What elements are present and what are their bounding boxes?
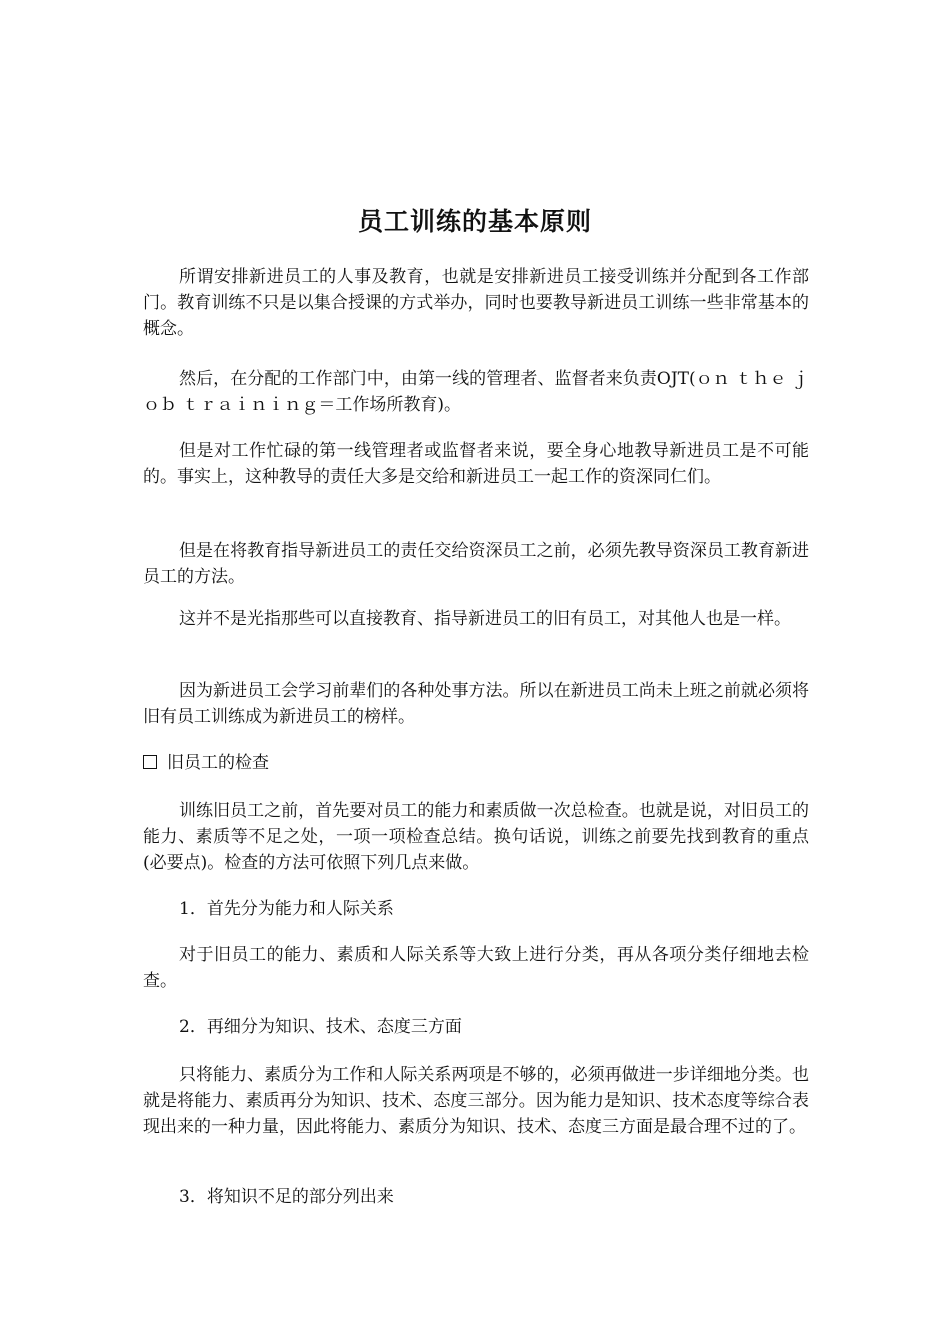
section-heading bbox=[143, 750, 809, 776]
paragraph-3: 但是对工作忙碌的第一线管理者或监督者来说，要全身心地教导新进员工是不可能的。事实上，这种教导的责任大多是交给和新进员工一起工作的资深同仁们。 bbox=[143, 441, 809, 487]
item-1-heading: 1．首先分为能力和人际关系 bbox=[179, 899, 394, 919]
paragraph-6: 因为新进员工会学习前辈们的各种处事方法。所以在新进员工尚未上班之前就必须将旧有员工训练成为新进员工的榜样。 bbox=[143, 681, 809, 727]
paragraph-4: 但是在将教育指导新进员工的责任交给资深员工之前，必须先教导资深员工教育新进员工的方法。 bbox=[143, 541, 809, 587]
paragraph-2: 然后，在分配的工作部门中，由第一线的管理者、监督者来负责OJT(ｏｎ ｔｈｅ ｊｏｂ ｔｒａｉｎｉｎｇ＝工作场所教育)。 bbox=[143, 369, 809, 415]
item-1-paragraph: 对于旧员工的能力、素质和人际关系等大致上进行分类，再从各项分类仔细地去检查。 bbox=[143, 945, 809, 991]
paragraph-5: 这并不是光指那些可以直接教育、指导新进员工的旧有员工，对其他人也是一样。 bbox=[179, 609, 791, 629]
section-paragraph: 训练旧员工之前，首先要对员工的能力和素质做一次总检查。也就是说，对旧员工的能力、素质等不足之处，一项一项检查总结。换句话说，训练之前要先找到教育的重点(必要点)。检查的方法可依照下列几点来做。 bbox=[143, 801, 809, 873]
paragraph-1: 所谓安排新进员工的人事及教育，也就是安排新进员工接受训练并分配到各工作部门。教育训练不只是以集合授课的方式举办，同时也要教导新进员工训练一些非常基本的概念。 bbox=[143, 267, 809, 339]
item-2-paragraph: 只将能力、素质分为工作和人际关系两项是不够的，必须再做进一步详细地分类。也就是将能力、素质再分为知识、技术、态度三部分。因为能力是知识、技术态度等综合表现出来的一种力量，因此将能力、素质分为知识、技术、态度三方面是最合理不过的了。 bbox=[143, 1065, 809, 1137]
section-heading-text: 旧员工的检查 bbox=[167, 753, 269, 773]
item-2-heading: 2．再细分为知识、技术、态度三方面 bbox=[179, 1017, 462, 1037]
document-title: 员工训练的基本原则 bbox=[357, 207, 592, 236]
item-3-heading: 3．将知识不足的部分列出来 bbox=[179, 1187, 394, 1207]
checkbox-icon bbox=[143, 755, 157, 769]
